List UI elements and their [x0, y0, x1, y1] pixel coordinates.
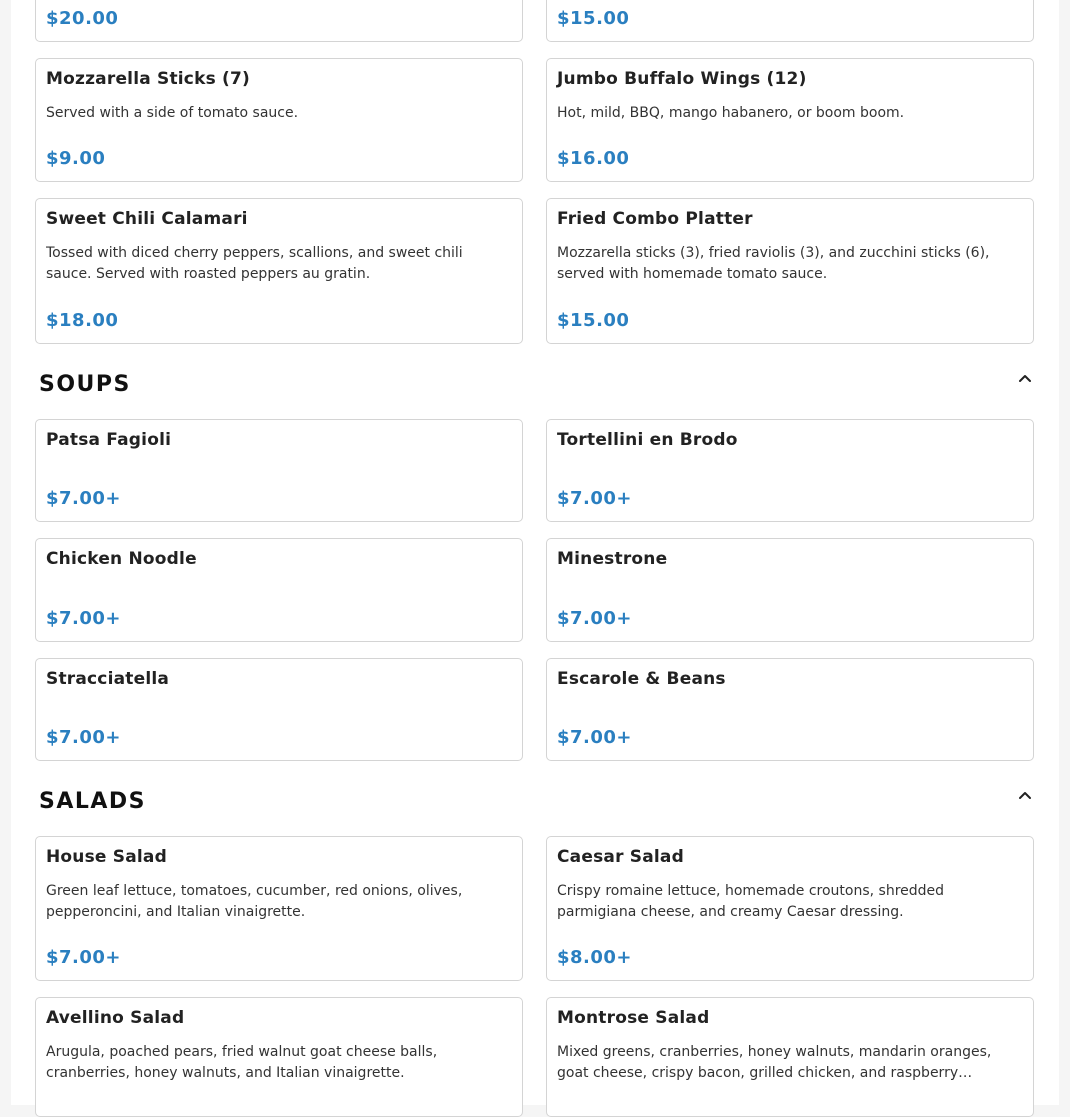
item-name: Escarole & Beans: [557, 669, 726, 689]
menu-item-card[interactable]: [35, 419, 523, 522]
item-name: Fried Combo Platter: [557, 209, 753, 229]
item-price: $7.00+: [557, 608, 633, 629]
item-description: Mozzarella sticks (3), fried raviolis (3), and zucchini sticks (6), served with homemade tomato sauce.: [557, 245, 990, 282]
item-name: Avellino Salad: [46, 1008, 185, 1028]
menu-item-card[interactable]: [35, 538, 523, 642]
item-description: Served with a side of tomato sauce.: [46, 105, 299, 121]
menu-item-card[interactable]: [35, 0, 523, 42]
item-price: $7.00+: [46, 947, 122, 968]
chevron-up-icon[interactable]: [1017, 370, 1033, 386]
item-description: Green leaf lettuce, tomatoes, cucumber, red onions, olives, pepperoncini, and Italian vinaigrette.: [46, 883, 463, 920]
item-price: $15.00: [557, 310, 630, 331]
menu-item-card[interactable]: [546, 997, 1034, 1117]
item-price: $18.00: [46, 310, 119, 331]
menu-item-card[interactable]: [35, 836, 523, 981]
menu-item-card[interactable]: [546, 538, 1034, 642]
item-price: $7.00+: [557, 727, 633, 748]
item-description: Tossed with diced cherry peppers, scallions, and sweet chili sauce. Served with roasted peppers au gratin.: [46, 245, 463, 282]
menu-item-card[interactable]: [546, 419, 1034, 522]
section-title-salads: SALADS: [39, 789, 147, 814]
item-name: Stracciatella: [46, 669, 170, 689]
menu-item-card[interactable]: [35, 997, 523, 1117]
item-price: $7.00+: [46, 488, 122, 509]
item-name: Sweet Chili Calamari: [46, 209, 248, 229]
item-price: $7.00+: [557, 488, 633, 509]
menu-item-card[interactable]: [546, 836, 1034, 981]
item-name: House Salad: [46, 847, 167, 867]
menu-item-card[interactable]: [546, 658, 1034, 761]
chevron-up-icon[interactable]: [1017, 787, 1033, 803]
item-name: Minestrone: [557, 549, 668, 569]
item-name: Caesar Salad: [557, 847, 684, 867]
menu-item-card[interactable]: [35, 58, 523, 182]
item-name: Jumbo Buffalo Wings (12): [557, 69, 807, 89]
item-price: $15.00: [557, 8, 630, 29]
section-title-soups: SOUPS: [39, 372, 131, 397]
item-price: $20.00: [46, 8, 119, 29]
item-description: Mixed greens, cranberries, honey walnuts, mandarin oranges, goat cheese, crispy bacon, grilled chicken, and raspberry…: [557, 1044, 992, 1081]
item-description: Arugula, poached pears, fried walnut goat cheese balls, cranberries, honey walnuts, and Italian vinaigrette.: [46, 1044, 438, 1081]
menu-item-card[interactable]: [546, 58, 1034, 182]
menu-page: [11, 0, 1059, 1105]
item-name: Tortellini en Brodo: [557, 430, 738, 450]
item-price: $16.00: [557, 148, 630, 169]
item-name: Patsa Fagioli: [46, 430, 172, 450]
item-price: $7.00+: [46, 727, 122, 748]
item-price: $9.00: [46, 148, 106, 169]
item-name: Mozzarella Sticks (7): [46, 69, 250, 89]
item-price: $7.00+: [46, 608, 122, 629]
menu-item-card[interactable]: [546, 0, 1034, 42]
menu-item-card[interactable]: [35, 658, 523, 761]
item-price: $8.00+: [557, 947, 633, 968]
item-name: Montrose Salad: [557, 1008, 710, 1028]
item-description: Crispy romaine lettuce, homemade croutons, shredded parmigiana cheese, and creamy Caesar dressing.: [557, 883, 945, 920]
menu-item-card[interactable]: [35, 198, 523, 344]
menu-item-card[interactable]: [546, 198, 1034, 344]
item-description: Hot, mild, BBQ, mango habanero, or boom boom.: [557, 105, 905, 121]
item-name: Chicken Noodle: [46, 549, 197, 569]
